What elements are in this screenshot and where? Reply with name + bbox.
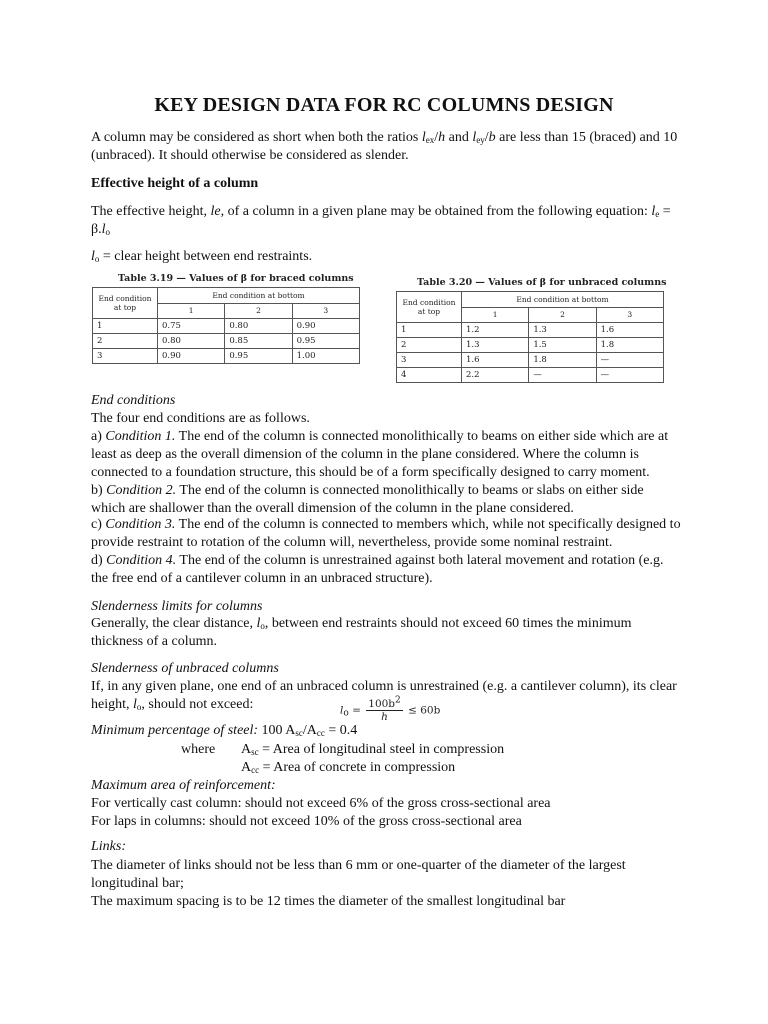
table-unbraced-top-label: End condition at top xyxy=(397,292,462,323)
slenderness-unbraced-text: If, in any given plane, one end of an unbraced column is unrestrained (e.g. a cantilever column), its clear height, $l_o$, should not exceed: xyxy=(91,679,677,712)
table-unbraced-col: 1 xyxy=(462,307,529,323)
table-braced-col: 3 xyxy=(292,303,359,319)
slenderness-unbraced-heading: Slenderness of unbraced columns xyxy=(91,661,279,676)
condition-4-paragraph: d) Condition 4. The end of the column is unrestrained against both lateral movement and rotation (e.g. the free end of a cantilever column in an unbraced structure). xyxy=(91,553,664,586)
table-unbraced-bottom-label: End condition at bottom xyxy=(462,292,664,308)
intro-paragraph: A column may be considered as short when both the ratios $l_{ex}/h$ and $l_{ey}/b$ are less than 15 (braced) and 10 (unbraced). It should otherwise be considered as slender. xyxy=(91,130,678,163)
table-row: 2 1.3 1.5 1.8 xyxy=(397,338,664,353)
where-word: where xyxy=(181,742,216,757)
links-heading: Links: xyxy=(91,839,126,854)
slenderness-limits-heading: Slenderness limits for columns xyxy=(91,599,263,614)
effective-height-text: The effective height, le, of a column in a given plane may be obtained from the following equation: $l_e = \beta.l_o$ xyxy=(91,204,671,237)
effective-height-heading: Effective height of a column xyxy=(91,176,259,191)
table-row: 1 1.2 1.3 1.6 xyxy=(397,323,664,338)
table-braced-col: 2 xyxy=(225,303,292,319)
condition-3-paragraph: c) Condition 3. The end of the column is connected to members which, while not specifically designed to provide restraint to rotation of the column will, nevertheless, provide some nominal restraint. xyxy=(91,517,681,550)
max-area-line-1: For vertically cast column: should not exceed 6% of the gross cross-sectional area xyxy=(91,796,551,811)
max-area-line-2: For laps in columns: should not exceed 10% of the gross cross-sectional area xyxy=(91,814,522,829)
min-steel-line: Minimum percentage of steel: 100 $A_{sc}/A_{cc} = 0.4$ xyxy=(91,723,358,738)
where-acc-definition: $A_{cc}$ = Area of concrete in compression xyxy=(241,760,456,775)
slenderness-limits-text: Generally, the clear distance, $l_o$, between end restraints should not exceed 60 times the minimum thickness of a column. xyxy=(91,616,632,649)
max-area-heading: Maximum area of reinforcement: xyxy=(91,778,276,793)
links-line-2: The maximum spacing is to be 12 times the diameter of the smallest longitudinal bar xyxy=(91,894,566,909)
table-unbraced-col: 2 xyxy=(529,307,596,323)
clear-height-definition: $l_o$ = clear height between end restraints. xyxy=(91,249,313,264)
end-conditions-intro: The four end conditions are as follows. xyxy=(91,411,310,426)
where-asc-definition: $A_{sc}$ = Area of longitudinal steel in compression xyxy=(241,742,505,757)
table-row: 3 1.6 1.8 — xyxy=(397,353,664,368)
table-unbraced-col: 3 xyxy=(596,307,663,323)
condition-2-paragraph: b) Condition 2. The end of the column is connected monolithically to beams or slabs on either side which are shallower than the overall dimension of the column in the plane considered. xyxy=(91,483,644,516)
links-line-1: The diameter of links should not be less than 6 mm or one-quarter of the diameter of the largest longitudinal bar; xyxy=(91,858,626,891)
table-unbraced xyxy=(396,291,664,383)
slenderness-formula: $l_o$ = $\frac{100b^2}{h}$ ≤ 60b xyxy=(340,695,441,723)
table-row: 3 0.90 0.95 1.00 xyxy=(93,349,360,364)
condition-1-paragraph: a) Condition 1. The end of the column is connected monolithically to beams on either side which are at least as deep as the overall dimension of the column in the plane considered. Where the column is connected to a foundation structure, this should be of a form specifically designed to carry moment. xyxy=(91,429,669,480)
table-braced xyxy=(92,287,360,364)
table-row: 1 0.75 0.80 0.90 xyxy=(93,319,360,334)
table-braced-caption: Table 3.19 — Values of β for braced columns xyxy=(118,273,354,284)
end-conditions-heading: End conditions xyxy=(91,393,176,408)
table-braced-col: 1 xyxy=(158,303,225,319)
table-braced-top-label: End condition at top xyxy=(93,288,158,319)
table-braced-bottom-label: End condition at bottom xyxy=(158,288,360,304)
table-unbraced-caption: Table 3.20 — Values of β for unbraced columns xyxy=(417,277,667,288)
table-row: 2 0.80 0.85 0.95 xyxy=(93,334,360,349)
table-row: 4 2.2 — — xyxy=(397,368,664,383)
page-title: KEY DESIGN DATA FOR RC COLUMNS DESIGN xyxy=(154,94,614,116)
